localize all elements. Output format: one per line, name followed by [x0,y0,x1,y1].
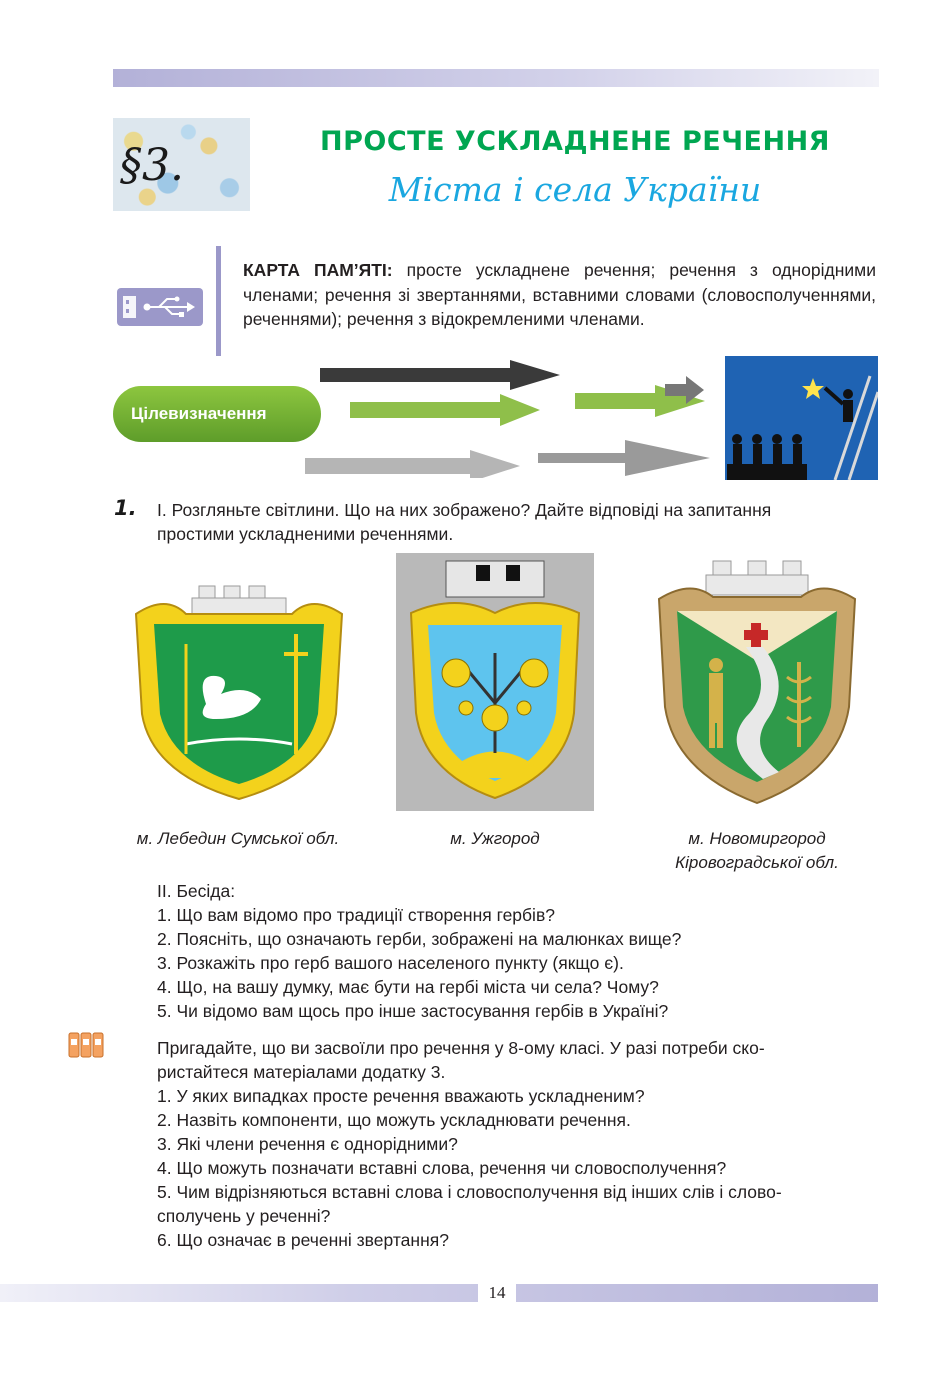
conversation-heading: ІІ. Бесіда: [157,881,236,901]
conversation-block [157,879,882,1023]
question-item: 2. Поясніть, що означають герби, зображені на малюнках вище? [157,929,682,949]
books-icon [67,1031,107,1059]
goal-illustration [725,356,878,480]
recall-line: ристайтеся матеріалами додатку 3. [157,1062,446,1082]
page-title: ПРОСТЕ УСКЛАДНЕНЕ РЕЧЕННЯ [320,126,830,157]
page-subtitle: Міста і села України [388,170,762,209]
caption-uzhhorod: м. Ужгород [450,829,540,848]
question-item: 1. У яких випадках просте речення вважають ускладненим? [157,1086,645,1106]
question-item: 5. Чим відрізняються вставні слова і словосполучення від інших слів і слово- [157,1182,782,1202]
caption-novomyrhorod [640,827,874,875]
memory-map-body: просте ускладнене речення; речення з однорідними членами; речення зі звертаннями, вставними словами (словосполученнями, реченнями); речення з відокремленими членами. [243,260,876,329]
goal-setting-button: Цілевизначення [113,386,321,442]
task-line: простими ускладненими реченнями. [157,524,454,544]
memory-map-divider [216,246,221,356]
paragraph-number: §3. [120,140,184,191]
top-decor-bar [113,69,879,87]
question-item: 2. Назвіть компоненти, що можуть ускладнювати речення. [157,1110,631,1130]
arrows-graphic [300,358,730,478]
question-item: сполучень у реченні? [157,1206,331,1226]
question-item: 4. Що можуть позначати вставні слова, речення чи словосполучення? [157,1158,727,1178]
question-item: 4. Що, на вашу думку, має бути на гербі міста чи села? Чому? [157,977,659,997]
recall-line: Пригадайте, що ви засвоїли про речення у 8-ому класі. У разі потреби ско- [157,1038,765,1058]
task-text [157,498,882,546]
question-item: 5. Чи відомо вам щось про інше застосування гербів в Україні? [157,1001,669,1021]
usb-icon [117,288,203,326]
memory-map-text [243,258,876,332]
page-number: 14 [478,1281,516,1305]
caption-line: Кіровоградської обл. [675,853,839,872]
memory-map-label: КАРТА ПАМ’ЯТІ: [243,260,393,280]
caption-line: м. Новомиргород [688,829,826,848]
arrow-icon [305,450,520,478]
coat-of-arms-uzhhorod [396,553,594,811]
coat-of-arms-novomyrhorod [651,557,863,809]
question-item: 3. Розкажіть про герб вашого населеного пункту (якщо є). [157,953,624,973]
task-number: 1. [114,496,137,520]
arrow-icon [538,440,710,476]
arrow-icon [320,360,560,390]
bottom-decor-bar [0,1284,878,1302]
question-item: 1. Що вам відомо про традиції створення гербів? [157,905,555,925]
question-item: 6. Що означає в реченні звертання? [157,1230,449,1250]
coat-of-arms-lebedyn [126,584,352,804]
caption-lebedyn: м. Лебедин Сумської обл. [136,829,340,848]
question-item: 3. Які члени речення є однорідними? [157,1134,458,1154]
task-line: І. Розгляньте світлини. Що на них зображено? Дайте відповіді на запитання [157,500,772,520]
recall-block [157,1036,882,1252]
arrow-icon [350,394,540,426]
